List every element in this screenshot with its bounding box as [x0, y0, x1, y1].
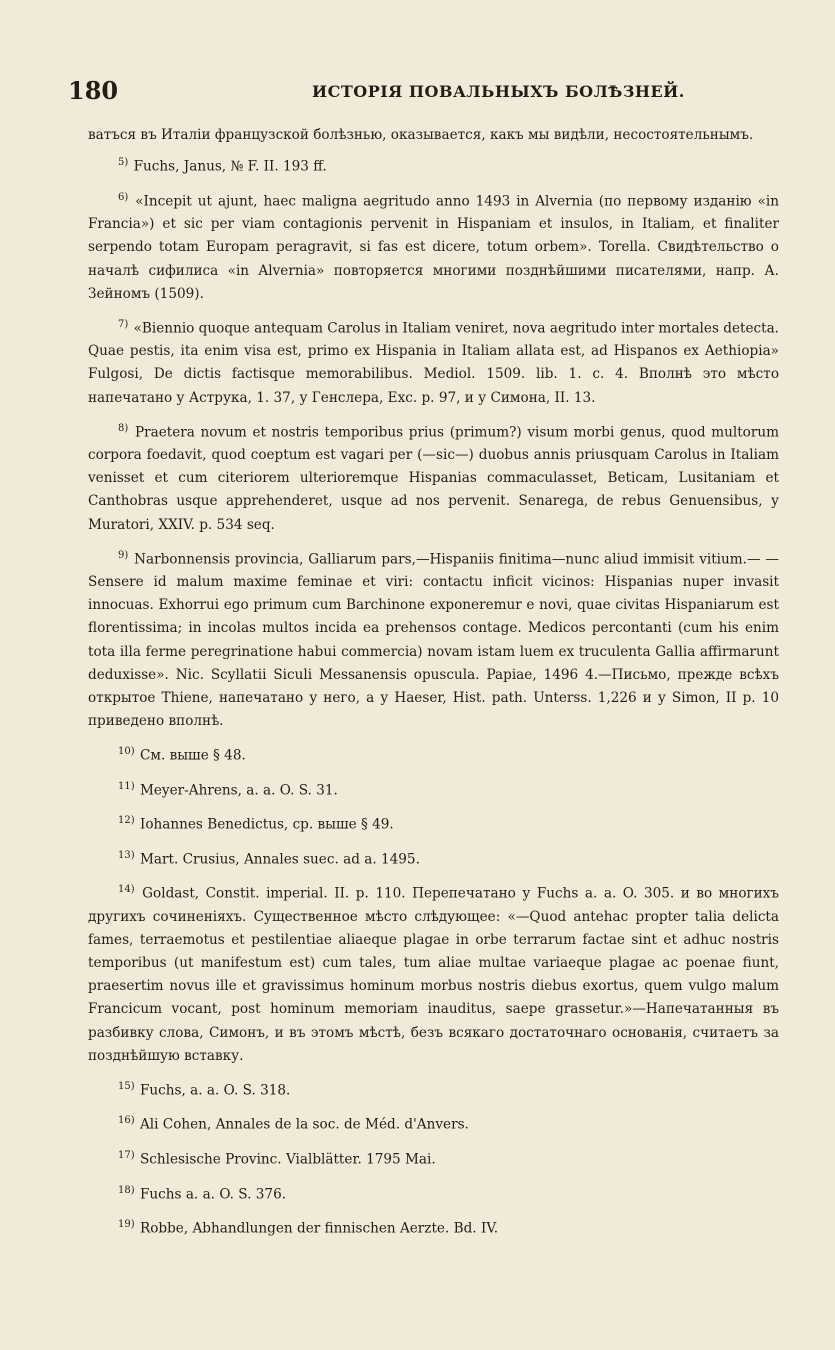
footnote-marker: 14): [118, 884, 135, 896]
footnote-marker: 12): [118, 815, 135, 827]
page-number: 180: [68, 76, 119, 105]
footnote-14: [88, 878, 779, 1067]
footnote-8: [88, 417, 779, 537]
footnote-10: [88, 740, 779, 768]
footnote-18: [88, 1179, 779, 1207]
footnote-marker: 18): [118, 1184, 135, 1196]
footnote-text: Iohannes Benedictus, ср. выше § 49.: [139, 816, 394, 833]
footnote-12: [88, 809, 779, 837]
footnote-text: Goldast, Constit. imperial. II. p. 110. Перепечатано у Fuchs a. a. O. 305. и во многихъ другихъ сочиненіяхъ. Существенное мѣсто слѣдующее: «—Quod antehac propter talia delicta fames, terraemotus et pestilentiae aliaeque plagae in orbe terrarum factae sint et adhuc nostris temporibus (ut manifestum est) cum tales, tum aliae multae variaeque plagae ac poenae fiunt, praesertim novus ille et gravissimus hominum morbus nostris diebus exortus, quem vulgo malum Francicum vocant, post hominum memoriam inauditus, saepe grassetur.»—Напечатанныя въ разбивку слова, Симонъ, и въ этомъ мѣстѣ, безъ всякаго достаточнаго основанія, считаетъ за позднѣйшую вставку.: [88, 885, 779, 1064]
footnote-marker: 13): [118, 849, 135, 861]
footnote-text: «Incepit ut ajunt, haec maligna aegritudo anno 1493 in Alvernia (по первому изданію «in Francia») et sic per viam contagionis pervenit in Hispaniam et insulos, in Italiam, et finaliter serpendo totam Europam peragravit, si fas est dicere, totum orbem». Torella. Свидѣтельство о началѣ сифилиса «in Alvernia» повторяется многими позднѣйшими писателями, напр. А. Зейномъ (1509).: [88, 193, 779, 302]
footnote-text: Schlesische Provinc. Vialblätter. 1795 Mai.: [139, 1151, 436, 1168]
running-head: ИСТОРІЯ ПОВАЛЬНЫХЪ БОЛѢЗНЕЙ.: [312, 82, 685, 101]
footnote-marker: 16): [118, 1115, 135, 1127]
footnote-text: Fuchs, Janus, № F. II. 193 ff.: [133, 158, 327, 175]
footnote-marker: 11): [118, 780, 135, 792]
footnote-text: Fuchs, a. a. O. S. 318.: [139, 1082, 291, 1099]
footnote-marker: 9): [118, 549, 129, 561]
footnote-text: См. выше § 48.: [139, 747, 246, 764]
footnote-7: [88, 313, 779, 410]
footnote-marker: 7): [118, 318, 129, 330]
footnote-marker: 17): [118, 1149, 135, 1161]
footnote-11: [88, 775, 779, 803]
footnote-marker: 5): [118, 157, 129, 169]
footnote-text: «Biennio quoque antequam Carolus in Italiam veniret, nova aegritudo inter mortales detecta. Quae pestis, ita enim visa est, primo ex Hispania in Italiam allata est, ad Hispanos ex Aethiopia» Fulgosi, De dictis factisque memorabilibus. Mediol. 1509. lib. 1. c. 4. Вполнѣ это мѣсто напечатано у Аструка, 1. 37, у Генслера, Exc. p. 97, и у Симона, II. 13.: [88, 320, 780, 406]
footnote-text: Ali Cohen, Annales de la soc. de Méd. d'Anvers.: [139, 1116, 469, 1133]
footnote-text: Praetera novum et nostris temporibus prius (primum?) visum morbi genus, quod multorum corpora foedavit, quod coeptum est vagari per (—sic—) duobus annis priusquam Carolus in Italiam venisset et cum citeriorem ulterioremque Hispanias commaculasset, Beticam, Lusitaniam et Canthobras usque apprehenderet, usque ad nos pervenit. Senarega, de rebus Genuensibus, у Muratori, XXIV. p. 534 seq.: [88, 424, 779, 533]
footnote-16: [88, 1109, 779, 1137]
footnote-5: [88, 151, 779, 179]
footnote-17: [88, 1144, 779, 1172]
page-header: [68, 76, 767, 110]
footnote-15: [88, 1075, 779, 1103]
footnote-text: Mart. Crusius, Annales suec. ad a. 1495.: [139, 851, 420, 868]
footnote-marker: 8): [118, 422, 129, 434]
footnote-9: [88, 544, 779, 733]
footnote-6: [88, 186, 779, 306]
footnote-text: Meyer-Ahrens, a. a. O. S. 31.: [139, 782, 338, 799]
footnote-marker: 19): [118, 1219, 135, 1231]
footnote-text: Narbonnensis provincia, Galliarum pars,—Hispaniis finitima—nunc aliud immisit vitium.— — Sensere id malum maxime feminae et viri: contactu inficit vicinos: Hispanias nuper invasit innocuas. Exhorrui ego primum cum Barchinone exponeremur e novi, quae civitas Hispaniarum est florentissima; in incolas multos incida ea prehensos contage. Medicos percontanti (cum his enim tota illa ferme peregrinatione habui commercia) novam istam luem ex truculenta Gallia affirmarunt deduxisse». Nic. Scyllatii Siculi Messanensis opuscula. Papiae, 1496 4.—Письмо, прежде всѣхъ открытое Thiene, напечатано у него, а у Haeser, Hist. path. Unterss. 1,226 и у Simon, II p. 10 приведено вполнѣ.: [88, 551, 779, 729]
footnote-text: Fuchs a. a. O. S. 376.: [139, 1186, 287, 1203]
footnote-text: Robbe, Abhandlungen der finnischen Aerzte. Bd. IV.: [139, 1220, 499, 1237]
continuation-paragraph: ватъся въ Италіи французской болѣзнью, оказывается, какъ мы видѣли, несостоятельнымъ.: [88, 127, 754, 143]
footnotes-body: [88, 124, 779, 1248]
footnote-marker: 15): [118, 1080, 135, 1092]
footnote-marker: 6): [118, 191, 129, 203]
footnote-13: [88, 844, 779, 872]
footnote-19: [88, 1213, 779, 1241]
footnote-marker: 10): [118, 745, 135, 757]
